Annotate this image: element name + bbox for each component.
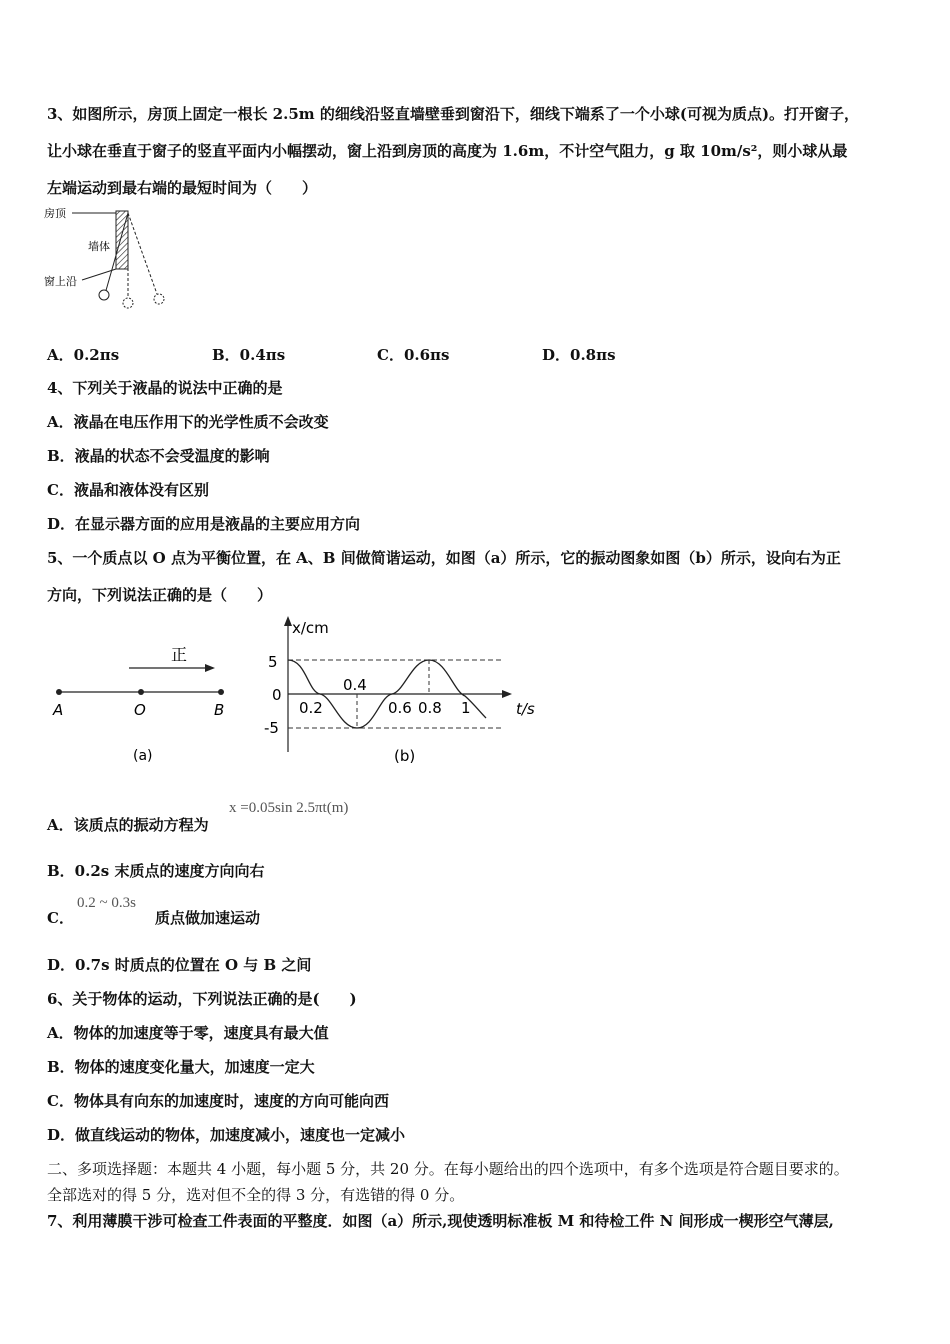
q6-option-d[interactable]: D．做直线运动的物体，加速度减小，速度也一定减小	[47, 1126, 406, 1144]
q5-xtick-0.2: 0.2	[299, 699, 323, 717]
q3-stem-line1: 3、如图所示，房顶上固定一根长 2.5m 的细线沿竖直墙壁垂到窗沿下，细线下端系了一个小球(可视为质点)。打开窗子，	[47, 105, 860, 123]
q3-option-d[interactable]: D．0.8πs	[542, 346, 616, 364]
q5-ytick-5: 5	[268, 653, 278, 671]
q6-option-c[interactable]: C．物体具有向东的加速度时，速度的方向可能向西	[47, 1092, 389, 1110]
q3-wall-label: 墙体	[88, 240, 110, 253]
q7-stem-line1: 7、利用薄膜干涉可检查工件表面的平整度．如图（a）所示,现使透明标准板 M 和待检工件 N 间形成一楔形空气薄层,	[47, 1212, 834, 1230]
q3-option-b[interactable]: B．0.4πs	[212, 346, 286, 364]
q5-option-c-prefix[interactable]: C．	[47, 909, 74, 927]
q4-option-c[interactable]: C．液晶和液体没有区别	[47, 481, 209, 499]
q5-point-a-label: A	[53, 701, 64, 719]
q3-window-label: 窗上沿	[44, 275, 77, 288]
q6-option-b[interactable]: B．物体的速度变化量大，加速度一定大	[47, 1058, 315, 1076]
q5-caption-b: (b)	[394, 747, 416, 765]
q3-option-c[interactable]: C．0.6πs	[377, 346, 450, 364]
q5-stem-line1: 5、一个质点以 O 点为平衡位置，在 A、B 间做简谐运动，如图（a）所示，它的振动图象如图（b）所示，设向右为正	[47, 549, 841, 567]
q5-xtick-0.4: 0.4	[343, 676, 367, 694]
q6-stem: 6、关于物体的运动，下列说法正确的是( )	[47, 990, 357, 1008]
q5-ytick-0: 0	[272, 686, 282, 704]
q5-xtick-1: 1	[461, 699, 471, 717]
q3-stem-line3: 左端运动到最右端的最短时间为（ ）	[47, 179, 318, 197]
q3-option-a[interactable]: A．0.2πs	[47, 346, 120, 364]
q5-ylabel: x/cm	[292, 619, 329, 637]
q5-point-b-label: B	[214, 701, 225, 719]
q3-stem-line2: 让小球在垂直于窗子的竖直平面内小幅摆动，窗上沿到房顶的高度为 1.6m，不计空气阻力，g 取 10m/s²，则小球从最	[47, 142, 848, 160]
q5-caption-a: (a)	[133, 748, 153, 764]
q5-xtick-0.8: 0.8	[418, 699, 442, 717]
q5-point-b-dot	[218, 689, 224, 695]
q5-direction-label: 正	[171, 645, 188, 664]
q3-roof-label: 房顶	[44, 207, 66, 220]
q5-stem-line2: 方向，下列说法正确的是（ ）	[47, 586, 273, 604]
q3-pendulum-figure	[40, 200, 180, 315]
q4-option-a[interactable]: A．液晶在电压作用下的光学性质不会改变	[47, 413, 329, 431]
q4-stem: 4、下列关于液晶的说法中正确的是	[47, 379, 283, 397]
section2-header-line2: 全部选对的得 5 分，选对但不全的得 3 分，有选错的得 0 分。	[47, 1186, 465, 1204]
q4-option-b[interactable]: B．液晶的状态不会受温度的影响	[47, 447, 270, 465]
q6-option-a[interactable]: A．物体的加速度等于零，速度具有最大值	[47, 1024, 329, 1042]
q3-ball-middle	[123, 298, 133, 308]
q5-xtick-0.6: 0.6	[388, 699, 412, 717]
q4-option-d[interactable]: D．在显示器方面的应用是液晶的主要应用方向	[47, 515, 361, 533]
q3-ball-left	[99, 290, 109, 300]
q5-xlabel: t/s	[516, 700, 535, 718]
section2-header-line1: 二、多项选择题：本题共 4 小题，每小题 5 分，共 20 分。在每小题给出的四个选项中，有多个选项是符合题目要求的。	[47, 1160, 849, 1178]
q5-figure-a	[45, 630, 245, 770]
q5-point-o-dot	[138, 689, 144, 695]
q5-option-c-formula: 0.2 ~ 0.3s	[77, 895, 136, 911]
q5-ytick-neg5: -5	[264, 719, 279, 737]
q5-option-b[interactable]: B．0.2s 末质点的速度方向向右	[47, 862, 265, 880]
q5-point-o-label: O	[134, 701, 146, 719]
q5-figure-b	[258, 612, 548, 772]
q5-option-a-formula: x =0.05sin 2.5πt(m)	[229, 800, 349, 816]
q5-option-a-text[interactable]: A．该质点的振动方程为	[47, 816, 209, 834]
q5-option-d[interactable]: D．0.7s 时质点的位置在 O 与 B 之间	[47, 956, 312, 974]
q3-ball-right	[154, 294, 164, 304]
q5-option-c-text: 质点做加速运动	[155, 909, 261, 927]
q5-point-a-dot	[56, 689, 62, 695]
